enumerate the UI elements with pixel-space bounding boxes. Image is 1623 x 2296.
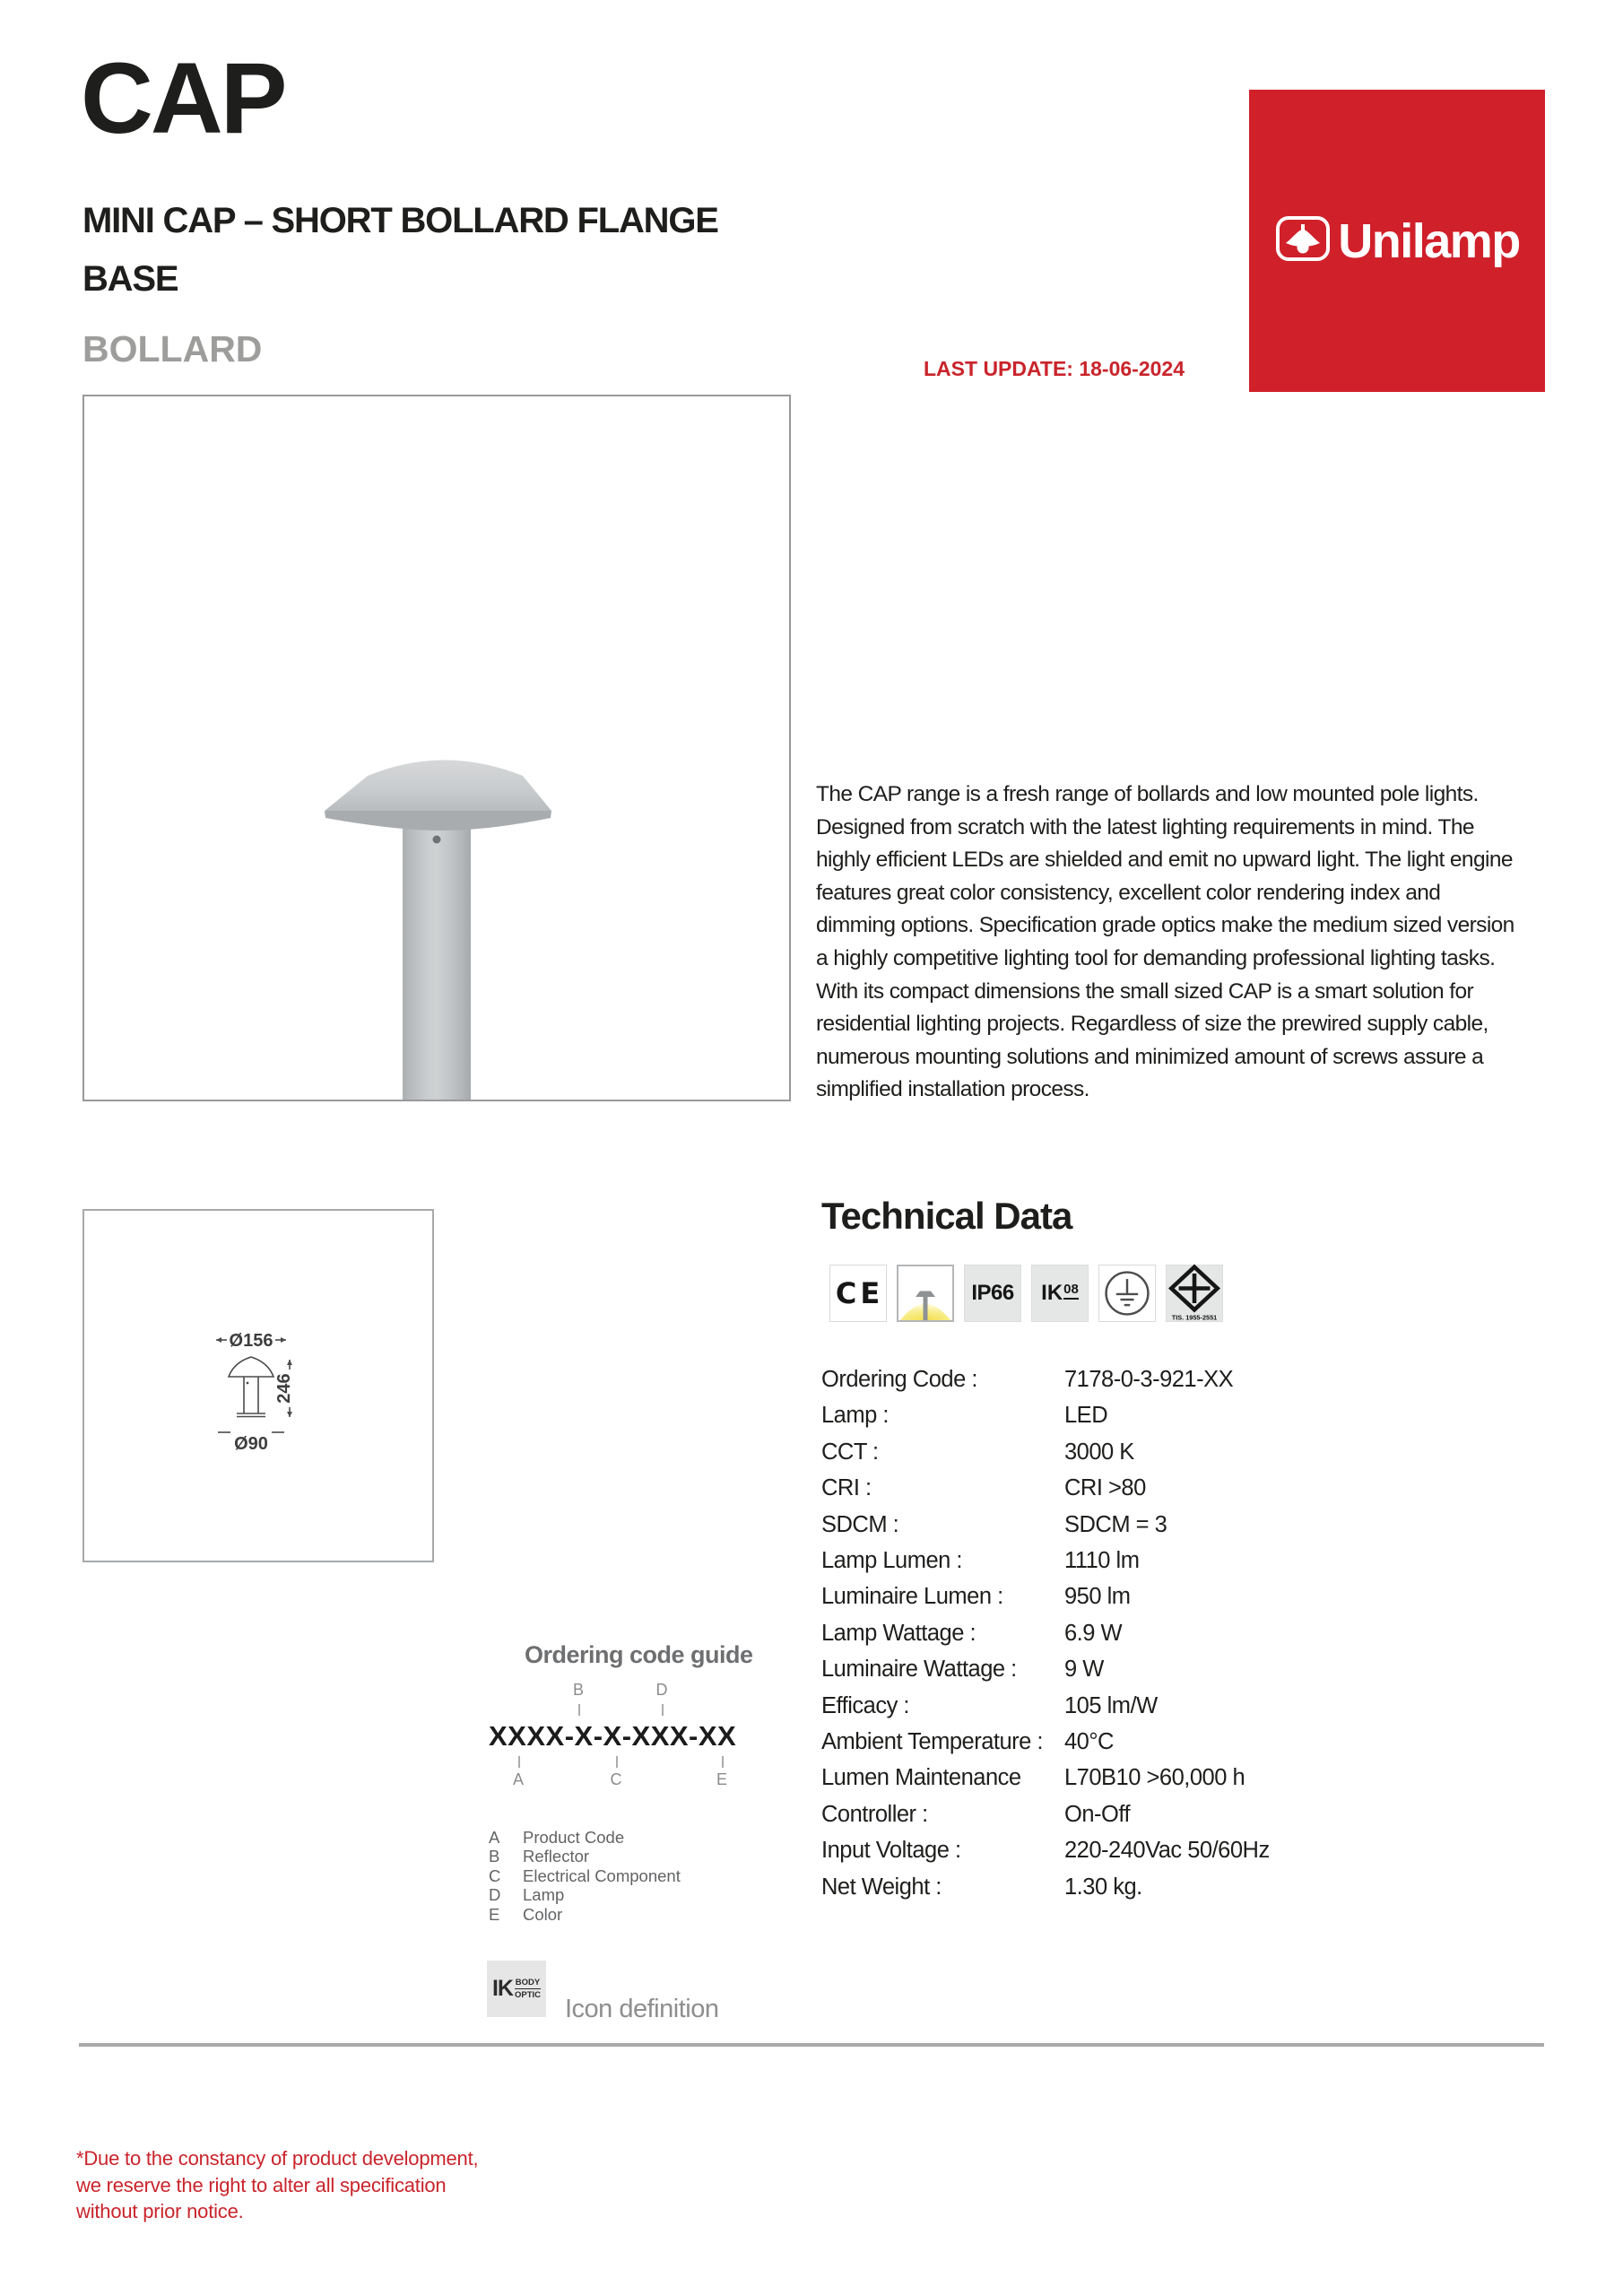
spec-value: 6.9 W	[1064, 1620, 1123, 1646]
tis-certification-icon	[1166, 1265, 1223, 1322]
legend-row	[489, 1885, 767, 1904]
table-row	[821, 1760, 1270, 1796]
legend-row	[489, 1828, 767, 1847]
description-line: simplified installation process.	[816, 1077, 1089, 1102]
spec-label: CRI :	[821, 1475, 872, 1501]
technical-data-heading: Technical Data	[821, 1195, 1072, 1237]
marker-tick	[662, 1704, 664, 1716]
description-line: residential lighting projects. Regardless of size the prewired supply cable,	[816, 1012, 1488, 1037]
spec-label: Lumen Maintenance	[821, 1765, 1021, 1791]
ik-body-optic-icon	[487, 1961, 546, 2017]
marker-tick	[722, 1756, 724, 1768]
ik-def-top: BODY	[515, 1977, 541, 1987]
marker-tick	[616, 1756, 618, 1768]
disclaimer-line: we reserve the right to alter all specification	[76, 2173, 447, 2196]
spec-value: 40°C	[1064, 1729, 1114, 1755]
legend-key: D	[489, 1885, 501, 1905]
subtitle-line2: BASE	[82, 259, 178, 299]
legend-label: Product Code	[523, 1828, 625, 1847]
spec-label: Lamp :	[821, 1403, 889, 1429]
table-row	[821, 1796, 1270, 1832]
page-title: CAP	[81, 42, 285, 154]
spec-value: L70B10 >60,000 h	[1064, 1765, 1245, 1791]
spec-value: 950 lm	[1064, 1584, 1131, 1610]
code-marker-e: E	[716, 1770, 728, 1788]
ik-def-bottom: OPTIC	[514, 1989, 542, 2000]
spec-label: Ambient Temperature :	[821, 1729, 1043, 1755]
spec-table	[821, 1361, 1270, 1905]
spec-label: Luminaire Lumen :	[821, 1584, 1003, 1610]
ik-def-fraction	[515, 1979, 541, 2000]
footer-divider	[79, 2043, 1544, 2047]
spec-label: CCT :	[821, 1439, 879, 1465]
disclaimer-line: without prior notice.	[76, 2200, 244, 2222]
ik-value-text: 08	[1063, 1282, 1079, 1300]
spec-value: 105 lm/W	[1064, 1692, 1158, 1718]
product-subtitle	[82, 192, 718, 309]
code-marker-b: B	[572, 1681, 585, 1699]
brand-logo	[1249, 90, 1545, 392]
description-line: The CAP range is a fresh range of bollards and low mounted pole lights.	[816, 782, 1479, 806]
spec-value: 220-240Vac 50/60Hz	[1064, 1838, 1270, 1864]
description-line: features great color consistency, excellent color rendering index and	[816, 880, 1441, 905]
legend-label: Reflector	[523, 1847, 590, 1866]
legend-key: E	[489, 1904, 500, 1924]
ordering-code-guide	[489, 1641, 767, 1924]
spec-value: LED	[1064, 1403, 1108, 1429]
table-row	[821, 1470, 1270, 1506]
spec-value: 3000 K	[1064, 1439, 1134, 1465]
ordering-guide-title: Ordering code guide	[525, 1641, 753, 1668]
table-row	[821, 1397, 1270, 1433]
ordering-code-legend	[489, 1828, 767, 1924]
disclaimer-line: *Due to the constancy of product development,	[76, 2147, 479, 2170]
table-row	[821, 1361, 1270, 1397]
spec-label: Controller :	[821, 1801, 928, 1827]
category-label: BOLLARD	[82, 328, 263, 370]
tis-caption: TIS. 1955-2551	[1171, 1313, 1218, 1322]
spec-value: On-Off	[1064, 1801, 1131, 1827]
spec-value: 1110 lm	[1064, 1548, 1140, 1574]
ce-mark-icon	[829, 1265, 887, 1322]
description-line: dimming options. Specification grade optics make the medium sized version	[816, 913, 1515, 938]
spec-label: Ordering Code :	[821, 1367, 977, 1392]
ip66-text: IP66	[971, 1281, 1014, 1305]
table-row	[821, 1724, 1270, 1760]
spec-value: SDCM = 3	[1064, 1511, 1167, 1537]
spec-label: Input Voltage :	[821, 1838, 961, 1864]
description-line: a highly competitive lighting tool for demanding professional lighting tasks.	[816, 945, 1496, 970]
description-line: numerous mounting solutions and minimized amount of screws assure a	[816, 1044, 1484, 1069]
dimension-drawing	[82, 1209, 434, 1562]
legend-row	[489, 1905, 767, 1924]
brand-wordmark: Unilamp	[1338, 213, 1520, 268]
subtitle-line1: MINI CAP – SHORT BOLLARD FLANGE	[82, 201, 718, 240]
table-row	[821, 1507, 1270, 1543]
legend-row	[489, 1866, 767, 1885]
dim-height: 246	[274, 1373, 294, 1404]
table-row	[821, 1651, 1270, 1687]
spec-label: Lamp Wattage :	[821, 1620, 976, 1646]
marker-tick	[518, 1756, 520, 1768]
spec-label: Luminaire Wattage :	[821, 1657, 1017, 1683]
ik08-rating-icon	[1031, 1265, 1089, 1322]
legend-key: A	[489, 1828, 500, 1847]
spec-value: 7178-0-3-921-XX	[1064, 1367, 1234, 1392]
description-line: Designed from scratch with the latest lighting requirements in mind. The	[816, 814, 1474, 839]
lamp-logo-icon	[1274, 210, 1332, 272]
certification-icons-row	[829, 1265, 1223, 1322]
spec-label: Lamp Lumen :	[821, 1548, 963, 1574]
spec-label: Efficacy :	[821, 1692, 909, 1718]
ip66-rating-icon	[964, 1265, 1021, 1322]
marker-tick	[578, 1704, 580, 1716]
earth-ground-class-icon	[1098, 1265, 1156, 1322]
product-photo	[82, 395, 791, 1101]
ordering-code-diagram	[489, 1681, 767, 1797]
ce-mark-text: CE	[835, 1276, 884, 1310]
table-row	[821, 1543, 1270, 1578]
dim-base-diameter: Ø90	[234, 1434, 268, 1454]
code-marker-c: C	[610, 1770, 622, 1788]
table-row	[821, 1688, 1270, 1724]
icon-definition-label: Icon definition	[565, 1995, 719, 2023]
legend-label: Lamp	[523, 1885, 565, 1905]
table-row	[821, 1869, 1270, 1905]
code-marker-a: A	[512, 1770, 525, 1788]
legend-key: C	[489, 1866, 501, 1885]
spec-label: Net Weight :	[821, 1874, 942, 1900]
spec-value: 9 W	[1064, 1657, 1104, 1683]
legend-row	[489, 1847, 767, 1866]
ordering-code-pattern: XXXX-X-X-XXX-XX	[489, 1720, 737, 1752]
code-marker-d: D	[655, 1681, 668, 1699]
last-update-label: LAST UPDATE: 18-06-2024	[924, 357, 1185, 380]
table-row	[821, 1615, 1270, 1651]
light-distribution-icon	[897, 1265, 954, 1322]
ik-prefix-text: IK	[1041, 1281, 1063, 1305]
spec-value: 1.30 kg.	[1064, 1874, 1142, 1900]
table-row	[821, 1578, 1270, 1614]
legend-label: Electrical Component	[523, 1866, 681, 1885]
footer-disclaimer	[76, 2145, 478, 2225]
legend-label: Color	[523, 1904, 563, 1924]
dimension-drawing-svg	[84, 1211, 432, 1561]
description-line: With its compact dimensions the small sized CAP is a smart solution for	[816, 978, 1474, 1004]
spec-label: SDCM :	[821, 1511, 899, 1537]
spec-value: CRI >80	[1064, 1475, 1146, 1501]
ik-def-prefix: IK	[491, 1976, 513, 2001]
legend-key: B	[489, 1847, 500, 1866]
table-row	[821, 1832, 1270, 1868]
bollard-photo-rendering	[84, 396, 789, 1100]
description-line: highly efficient LEDs are shielded and emit no upward light. The light engine	[816, 848, 1513, 873]
dim-top-diameter: Ø156	[229, 1331, 273, 1351]
product-description	[816, 778, 1515, 1107]
table-row	[821, 1434, 1270, 1470]
